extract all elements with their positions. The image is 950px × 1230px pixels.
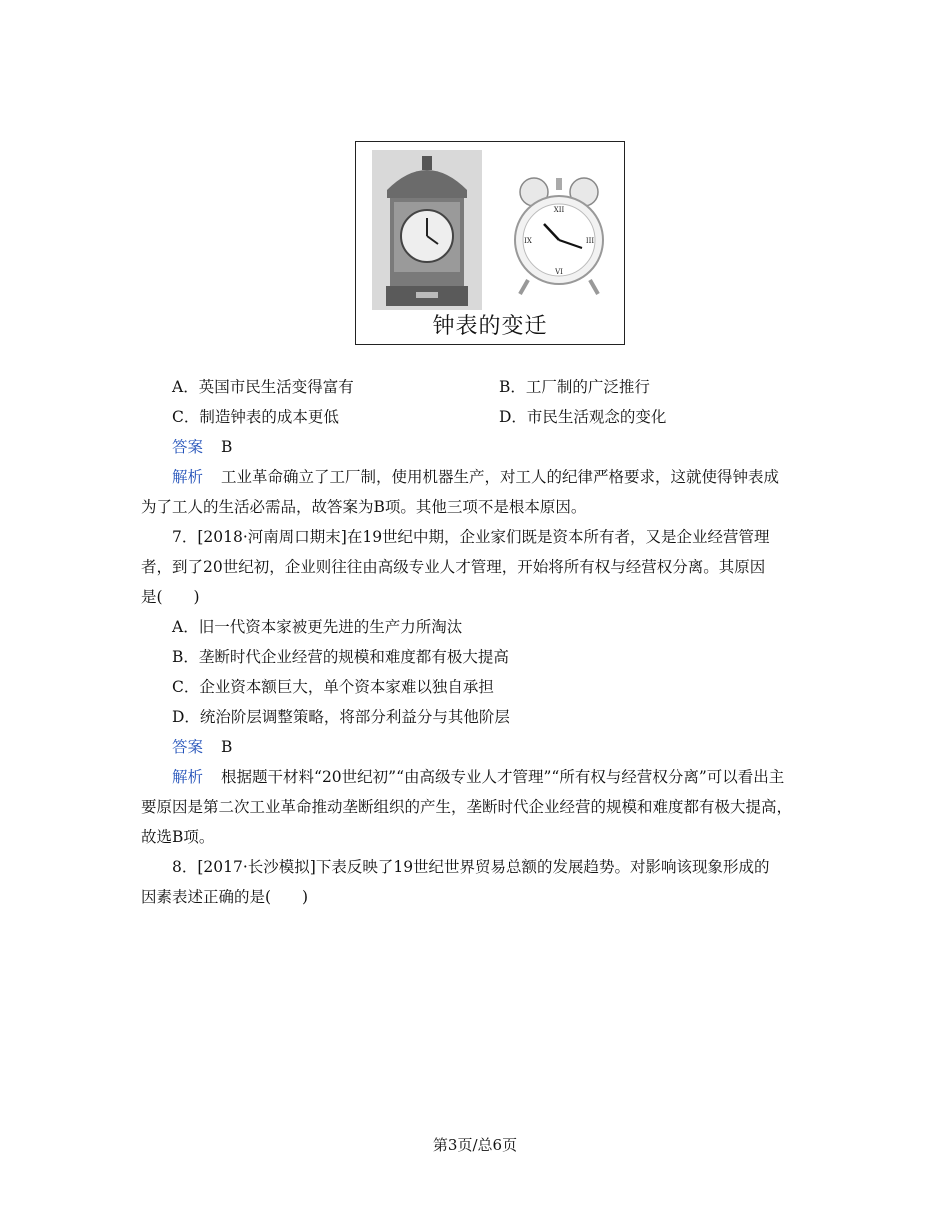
q7-stem-line-2: 者，到了20世纪初，企业则往往由高级专业人才管理，开始将所有权与经营权分离。其原因	[141, 558, 766, 576]
answer-value: B	[221, 438, 233, 456]
q7-stem-line-3: 是( )	[141, 588, 200, 606]
svg-text:III: III	[585, 237, 595, 245]
alarm-clock-image	[504, 172, 614, 302]
q7-option-d: D．统治阶层调整策略，将部分利益分与其他阶层	[172, 708, 510, 726]
antique-clock-image	[372, 150, 482, 310]
q7-analysis-line-1: 解析 根据题干材料“20世纪初”“由高级专业人才管理”“所有权与经营权分离”可以看出主	[172, 768, 785, 786]
q7-option-a: A．旧一代资本家被更先进的生产力所淘汰	[172, 618, 463, 636]
q7-analysis-line-3: 故选B项。	[141, 828, 215, 846]
analysis-label: 解析	[172, 768, 204, 786]
q7-analysis-line-2: 要原因是第二次工业革命推动垄断组织的产生，垄断时代企业经营的规模和难度都有极大提高，	[141, 798, 793, 816]
q7-option-b: B．垄断时代企业经营的规模和难度都有极大提高	[172, 648, 509, 666]
q6-option-d: D．市民生活观念的变化	[499, 408, 667, 426]
svg-text:XII: XII	[553, 206, 565, 214]
analysis-label: 解析	[172, 468, 204, 486]
q6-option-c: C．制造钟表的成本更低	[172, 408, 339, 426]
q8-stem-line-2: 因素表述正确的是( )	[141, 888, 309, 906]
q7-answer	[172, 737, 232, 757]
svg-text:IX: IX	[524, 237, 532, 245]
q7-option-c: C．企业资本额巨大，单个资本家难以独自承担	[172, 678, 494, 696]
q6-answer	[172, 437, 232, 457]
q6-option-b: B．工厂制的广泛推行	[499, 378, 650, 396]
figure-caption: 钟表的变迁	[432, 314, 548, 339]
svg-text:VI: VI	[555, 268, 563, 276]
q6-analysis-line-1: 解析 工业革命确立了工厂制，使用机器生产，对工人的纪律严格要求，这就使得钟表成	[172, 468, 780, 486]
page-footer: 第3页/总6页	[432, 1136, 518, 1154]
answer-label: 答案	[172, 738, 204, 756]
q6-analysis-line-2: 为了工人的生活必需品，故答案为B项。其他三项不是根本原因。	[141, 498, 587, 516]
q7-stem-line-1: 7．[2018·河南周口期末]在19世纪中期，企业家们既是资本所有者，又是企业经营管理	[172, 528, 770, 546]
q8-stem-line-1: 8．[2017·长沙模拟]下表反映了19世纪世界贸易总额的发展趋势。对影响该现象形成的	[172, 858, 770, 876]
answer-value: B	[221, 738, 233, 756]
answer-label: 答案	[172, 438, 204, 456]
q6-option-a: A．英国市民生活变得富有	[172, 378, 354, 396]
clock-figure	[355, 141, 625, 345]
